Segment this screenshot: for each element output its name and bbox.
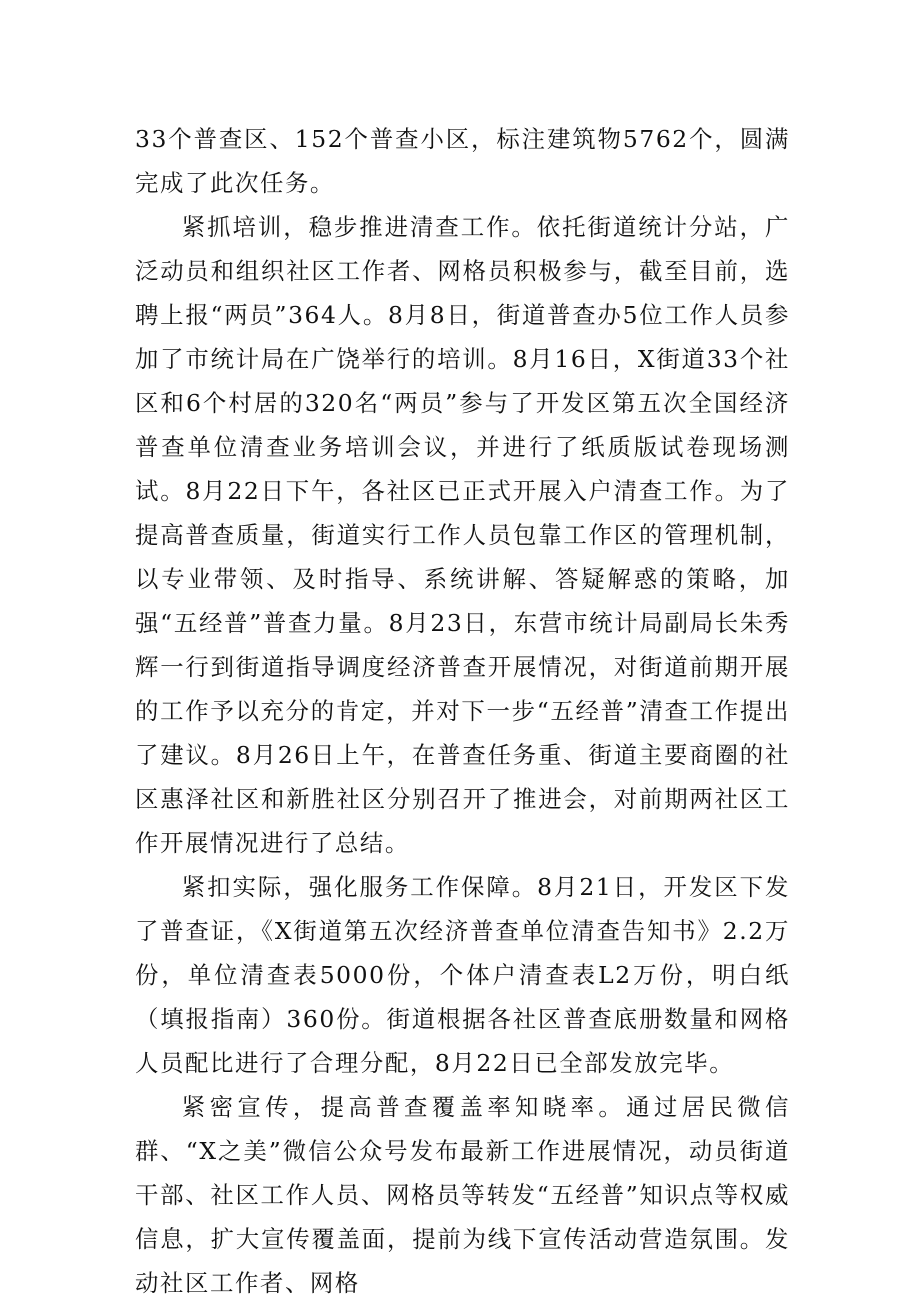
paragraph-training: 紧抓培训，稳步推进清查工作。依托街道统计分站，广泛动员和组织社区工作者、网格员积极参与，截至目前，选聘上报“两员”364人。8月8日，街道普查办5位工作人员参加了市统计局在广饶举行的培训。8月16日，X街道33个社区和6个村居的320名“两员”参与了开发区第五次全国经济普查单位清查业务培训会议，并进行了纸质版试卷现场测试。8月22日下午，各社区已正式开展入户清查工作。为了提高普查质量，街道实行工作人员包靠工作区的管理机制，以专业带领、及时指导、系统讲解、答疑解惑的策略，加强“五经普”普查力量。8月23日，东营市统计局副局长朱秀辉一行到街道指导调度经济普查开展情况，对街道前期开展的工作予以充分的肯定，并对下一步“五经普”清查工作提出了建议。8月26日上午，在普查任务重、街道主要商圈的社区惠泽社区和新胜社区分别召开了推进会，对前期两社区工作开展情况进行了总结。 [135, 213, 790, 857]
document-body [135, 117, 790, 1305]
paragraph-publicity: 紧密宣传，提高普查覆盖率知晓率。通过居民微信群、“X之美”微信公众号发布最新工作进展情况，动员街道干部、社区工作人员、网格员等转发“五经普”知识点等权威信息，扩大宣传覆盖面，提前为线下宣传活动营造氛围。发动社区工作者、网格 [135, 1093, 790, 1297]
paragraph-continuation: 33个普查区、152个普查小区，标注建筑物5762个，圆满完成了此次任务。 [135, 125, 790, 197]
paragraph-service-guarantee: 紧扣实际，强化服务工作保障。8月21日，开发区下发了普查证，《X街道第五次经济普查单位清查告知书》2.2万份，单位清查表5000份，个体户清查表L2万份，明白纸（填报指南）360份。街道根据各社区普查底册数量和网格人员配比进行了合理分配，8月22日已全部发放完毕。 [135, 873, 790, 1077]
